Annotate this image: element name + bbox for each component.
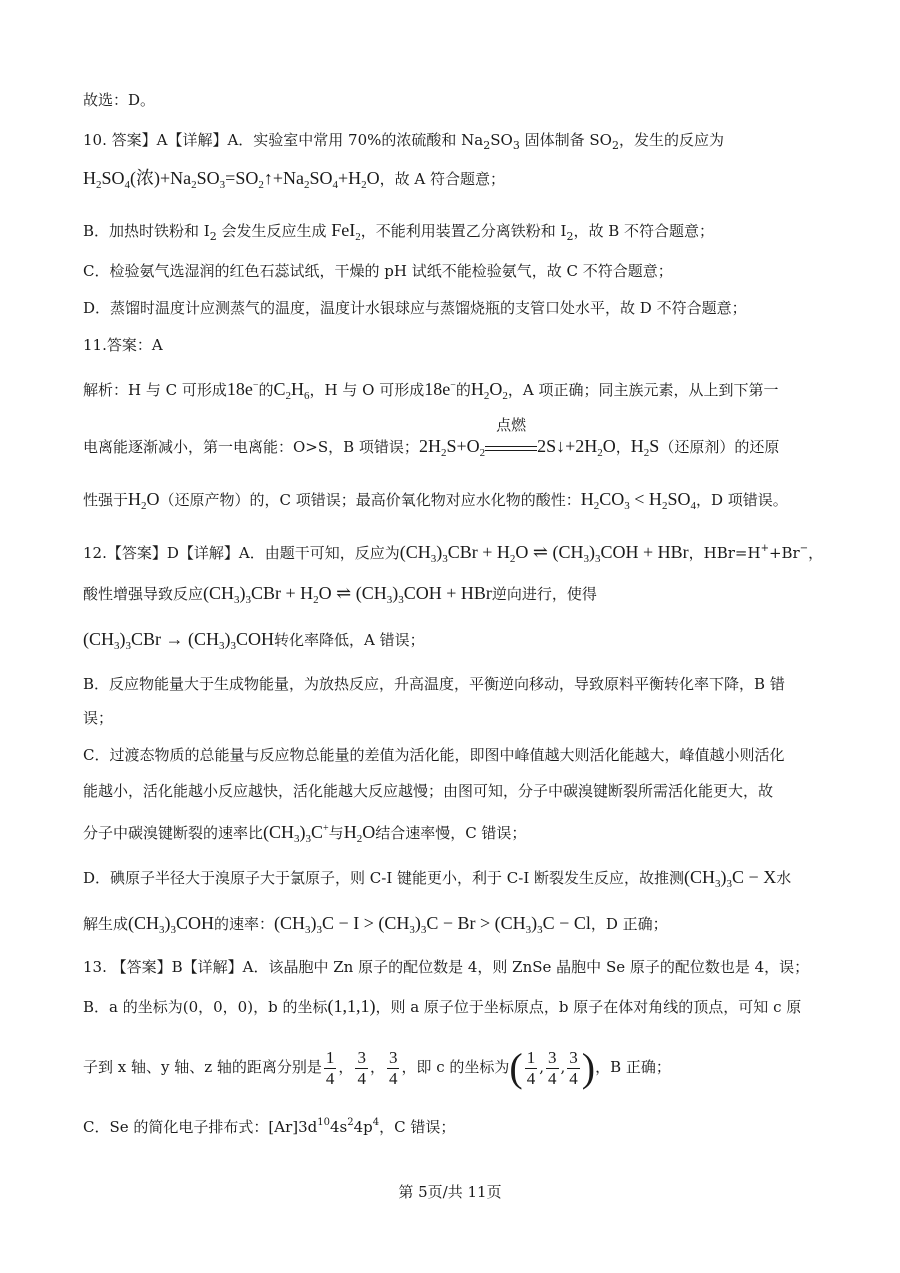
text-line: C．Se 的简化电子排布式：$[Ar]3d^{10}4s^24p^4$，C 错误； xyxy=(83,1117,456,1136)
text-line: 能越小，活化能越小反应越快，活化能越大反应越慢；由图可知，分子中碳溴键断裂所需活化能更大，故 xyxy=(83,782,774,800)
equation-line: $H_2SO_4$(浓)$+Na_2SO_3=SO_2↑+Na_2SO_4+H_2O$，故 A 符合题意； xyxy=(83,168,506,191)
text-line: 11.答案：A xyxy=(83,336,163,354)
text-line: 12.【答案】D【详解】A．由题干可知，反应为$(CH_3)_3CBr + H_2O$ ⇌ $(CH_3)_3COH$ + HBr，HBr=H++Br−， xyxy=(83,542,824,565)
text-line: B．反应物能量大于生成物能量，为放热反应，升高温度，平衡逆向移动，导致原料平衡转化率下降，B 错 xyxy=(83,675,785,693)
text-line: C．过渡态物质的总能量与反应物总能量的差值为活化能，即图中峰值越大则活化能越大，峰值越小则活化 xyxy=(83,746,785,764)
text-line: 电离能逐渐减小，第一电离能：O>S，B 项错误；$2H_2S+O_2$ 点燃 $2S↓+2H_2O$，$H_2S$（还原剂）的还原 xyxy=(83,416,780,459)
text-line: 子到 x 轴、y 轴、z 轴的距离分别是 $\frac{1}{4}$ ， $\frac{3}{4}$ ， $\frac{3}{4}$ ，即 c 的坐标为( $\frac{1}{4}$ , $\frac{3}{4}$ , $\frac{3}{4}$ )，B 正确； xyxy=(83,1045,671,1090)
text-line: B．a 的坐标为(0，0，0)，b 的坐标(1,1,1)，则 a 原子位于坐标原点，b 原子在体对角线的顶点，可知 c 原 xyxy=(83,996,802,1016)
text-line: 13. 【答案】B【详解】A．该晶胞中 Zn 原子的配位数是 4，则 ZnSe 晶胞中 Se 原子的配位数也是 4，误； xyxy=(83,958,810,976)
text-line: 分子中碳溴键断裂的速率比$(CH_3)_3C^+$与$H_2O$结合速率慢，C 错误； xyxy=(83,822,527,845)
text-line: D．蒸馏时温度计应测蒸气的温度，温度计水银球应与蒸馏烧瓶的支管口处水平，故 D 不符合题意； xyxy=(83,299,747,317)
text-line: 误； xyxy=(83,709,114,727)
text-line: 解生成$(CH_3)_3COH$的速率：$(CH_3)_3C - I > (CH_3)_3C - Br > (CH_3)_3C - Cl$，D 正确； xyxy=(83,913,668,936)
text-line: B．加热时铁粉和 $I_2$ 会发生反应生成 FeI$_2$，不能利用装置乙分离铁粉和 $I_2$，故 B 不符合题意； xyxy=(83,220,715,243)
text-line: $(CH_3)_3CBr \to (CH_3)_3COH$转化率降低，A 错误； xyxy=(83,629,425,652)
text-line: 性强于$H_2O$（还原产物）的，C 项错误；最高价氧化物对应水化物的酸性：$H_2CO_3 < H_2SO_4$，D 项错误。 xyxy=(83,489,788,512)
text-line: 故选：D。 xyxy=(83,91,156,109)
text-line: 解析：H 与 C 可形成18e−的$C_2H_6$，H 与 O 可形成18e−的$H_2O_2$，A 项正确；同主族元素，从上到下第一 xyxy=(83,379,779,402)
page-footer: 第 5页/共 11页 xyxy=(398,1183,502,1201)
text-line: C．检验氨气选湿润的红色石蕊试纸，干燥的 pH 试纸不能检验氨气，故 C 不符合题意； xyxy=(83,262,673,280)
text-line: 酸性增强导致反应$(CH_3)_3CBr + H_2O$ ⇌ $(CH_3)_3COH$ + HBr逆向进行，使得 xyxy=(83,583,597,606)
text-line: D．碘原子半径大于溴原子大于氯原子，则 C-I 键能更小，利于 C-I 断裂发生反应，故推测$(CH_3)_3C - X$水 xyxy=(83,867,792,890)
text-line: 10. 答案】A【详解】A．实验室中常用 70%的浓硫酸和 $Na_2SO_3$ 固体制备 $SO_2$，发生的反应为 xyxy=(83,131,724,152)
